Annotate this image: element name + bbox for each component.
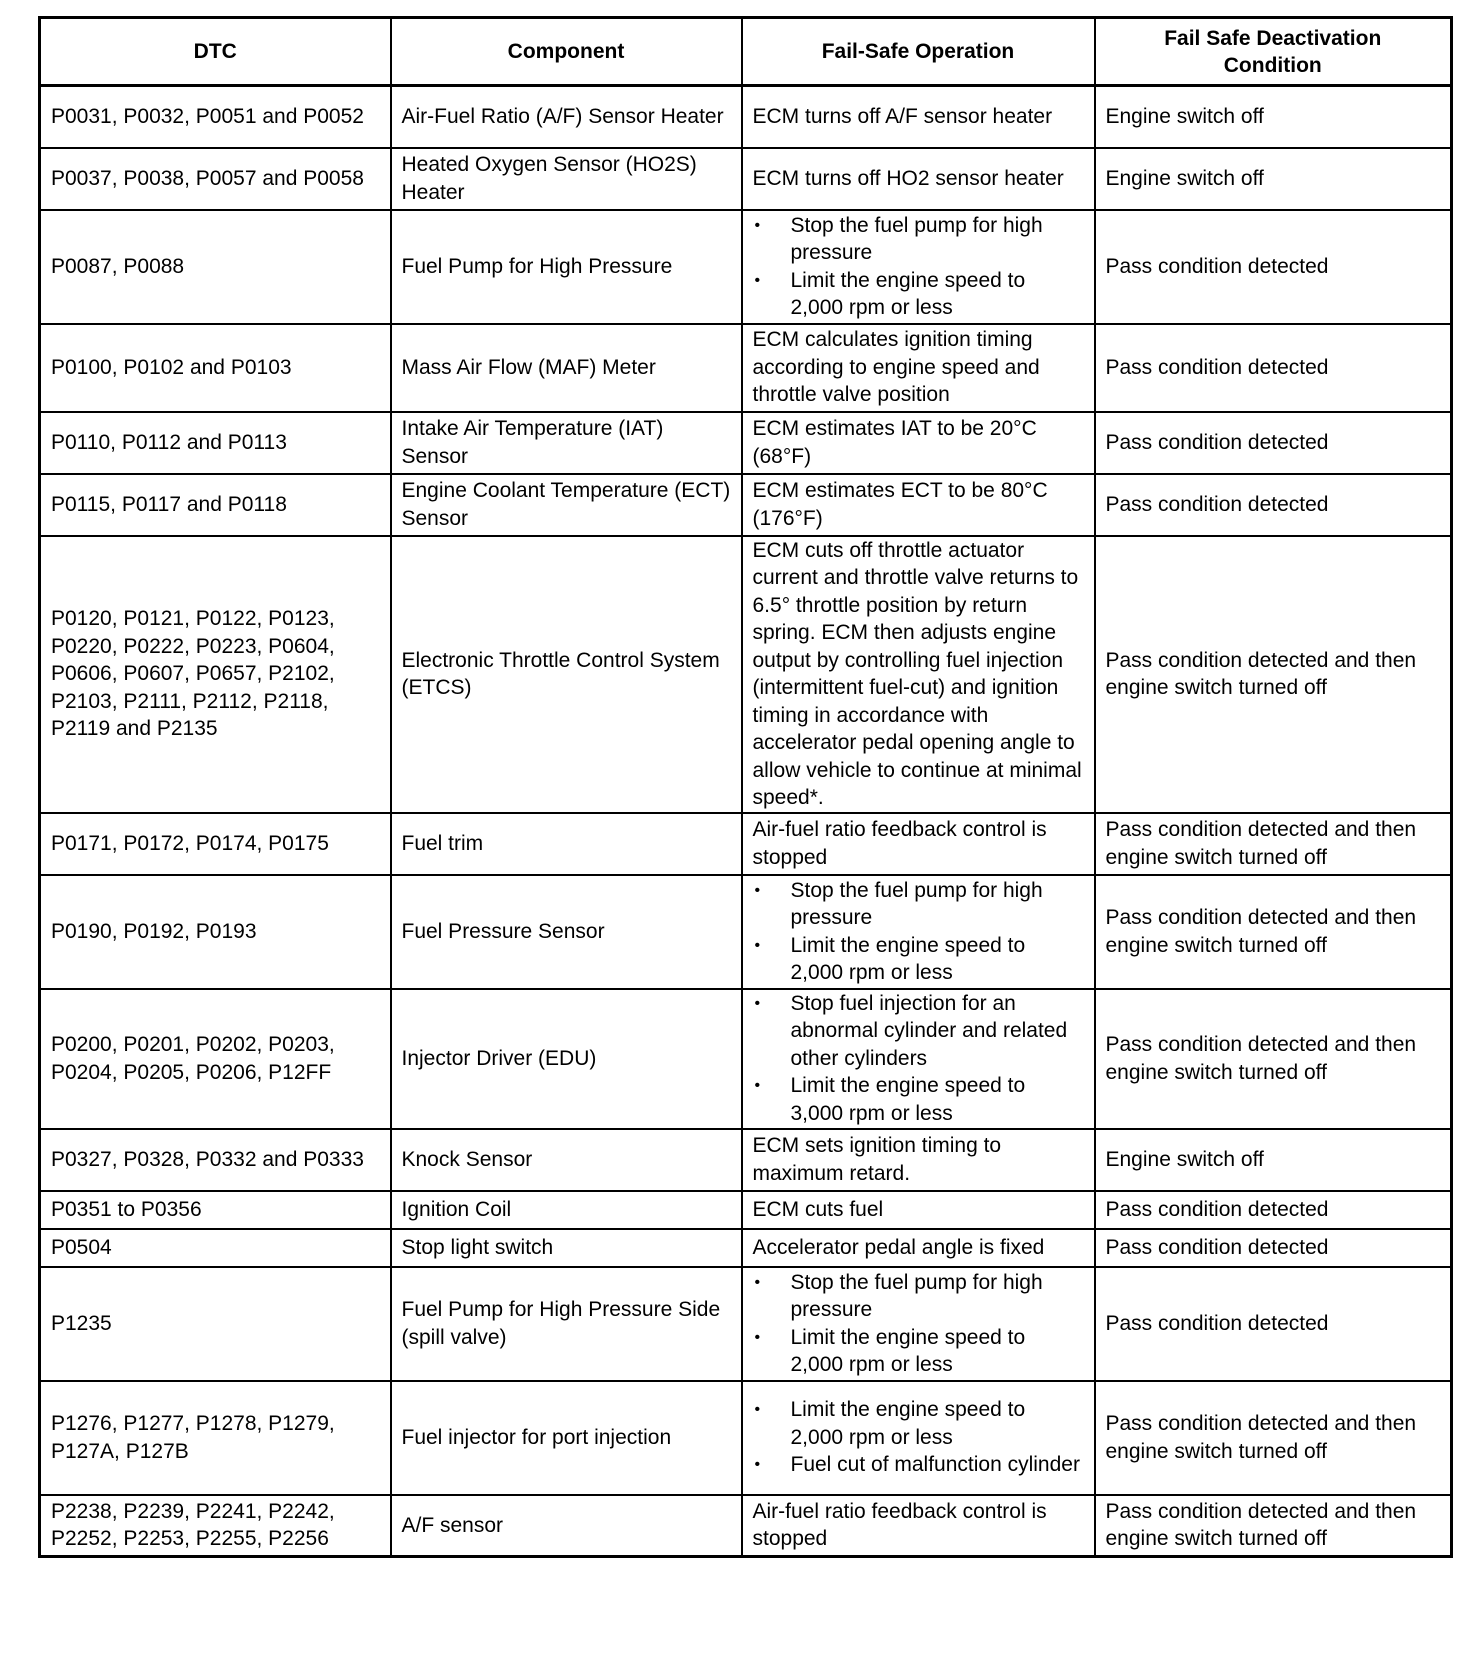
table-row <box>40 536 1452 813</box>
dtc-cell: P0037, P0038, P0057 and P0058 <box>40 148 391 210</box>
operation-cell <box>742 875 1095 989</box>
table-row <box>40 474 1452 536</box>
operation-bullet: • Limit the engine speed to 2,000 rpm or less <box>753 267 1084 322</box>
table-row <box>40 875 1452 989</box>
operation-cell: ECM turns off HO2 sensor heater <box>742 148 1095 210</box>
dtc-cell: P0031, P0032, P0051 and P0052 <box>40 86 391 148</box>
dtc-cell: P0504 <box>40 1229 391 1267</box>
table-row <box>40 1381 1452 1495</box>
condition-cell: Pass condition detected <box>1095 210 1452 324</box>
operation-bullet-list <box>753 1396 1084 1479</box>
operation-cell: Air-fuel ratio feedback control is stopped <box>742 1495 1095 1557</box>
fail-safe-table <box>38 16 1453 1558</box>
component-cell: Stop light switch <box>391 1229 742 1267</box>
document-sheet <box>38 16 1450 1558</box>
table-row <box>40 1129 1452 1191</box>
dtc-cell: P0100, P0102 and P0103 <box>40 324 391 412</box>
table-row <box>40 1495 1452 1557</box>
component-cell: Engine Coolant Temperature (ECT) Sensor <box>391 474 742 536</box>
component-cell: Fuel Pressure Sensor <box>391 875 742 989</box>
table-row <box>40 1191 1452 1229</box>
condition-cell: Engine switch off <box>1095 1129 1452 1191</box>
component-cell: Heated Oxygen Sensor (HO2S) Heater <box>391 148 742 210</box>
operation-bullet-list <box>753 990 1084 1128</box>
condition-cell: Pass condition detected <box>1095 324 1452 412</box>
operation-bullet: • Fuel cut of malfunction cylinder <box>753 1451 1084 1479</box>
operation-bullet: • Limit the engine speed to 2,000 rpm or less <box>753 932 1084 987</box>
header-fail-safe-operation: Fail-Safe Operation <box>742 18 1095 86</box>
operation-bullet-list <box>753 212 1084 322</box>
operation-cell: ECM cuts fuel <box>742 1191 1095 1229</box>
table-row <box>40 989 1452 1129</box>
dtc-cell: P1235 <box>40 1267 391 1381</box>
condition-cell: Pass condition detected and then engine switch turned off <box>1095 1381 1452 1495</box>
dtc-cell: P2238, P2239, P2241, P2242, P2252, P2253, P2255, P2256 <box>40 1495 391 1557</box>
component-cell: Fuel trim <box>391 813 742 875</box>
operation-cell <box>742 1267 1095 1381</box>
table-row <box>40 210 1452 324</box>
component-cell: Fuel injector for port injection <box>391 1381 742 1495</box>
operation-bullet: • Stop the fuel pump for high pressure <box>753 1269 1084 1324</box>
operation-bullet-list <box>753 1269 1084 1379</box>
operation-bullet: • Stop the fuel pump for high pressure <box>753 877 1084 932</box>
table-row <box>40 412 1452 474</box>
operation-cell: ECM estimates ECT to be 80°C (176°F) <box>742 474 1095 536</box>
condition-cell: Pass condition detected <box>1095 412 1452 474</box>
operation-cell: ECM cuts off throttle actuator current and throttle valve returns to 6.5° throttle position by return spring. ECM then adjusts engine output by controlling fuel injection (intermittent fuel-cut) and ignition timing in accordance with accelerator pedal opening angle to allow vehicle to continue at minimal speed*. <box>742 536 1095 813</box>
component-cell: Ignition Coil <box>391 1191 742 1229</box>
operation-bullet: • Limit the engine speed to 2,000 rpm or less <box>753 1396 1084 1451</box>
component-cell: Mass Air Flow (MAF) Meter <box>391 324 742 412</box>
condition-cell: Pass condition detected <box>1095 1229 1452 1267</box>
dtc-cell: P0087, P0088 <box>40 210 391 324</box>
condition-cell: Engine switch off <box>1095 86 1452 148</box>
dtc-cell: P0200, P0201, P0202, P0203, P0204, P0205, P0206, P12FF <box>40 989 391 1129</box>
operation-cell: Air-fuel ratio feedback control is stopped <box>742 813 1095 875</box>
operation-bullet: • Limit the engine speed to 2,000 rpm or less <box>753 1324 1084 1379</box>
operation-cell: ECM sets ignition timing to maximum retard. <box>742 1129 1095 1191</box>
operation-bullet: • Stop fuel injection for an abnormal cylinder and related other cylinders <box>753 990 1084 1073</box>
condition-cell: Engine switch off <box>1095 148 1452 210</box>
operation-cell <box>742 989 1095 1129</box>
dtc-cell: P0110, P0112 and P0113 <box>40 412 391 474</box>
component-cell: Fuel Pump for High Pressure Side (spill valve) <box>391 1267 742 1381</box>
table-row <box>40 813 1452 875</box>
operation-cell: Accelerator pedal angle is fixed <box>742 1229 1095 1267</box>
condition-cell: Pass condition detected and then engine switch turned off <box>1095 875 1452 989</box>
operation-cell <box>742 210 1095 324</box>
component-cell: Electronic Throttle Control System (ETCS) <box>391 536 742 813</box>
header-row <box>40 18 1452 86</box>
header-deactivation-condition: Fail Safe Deactivation Condition <box>1095 18 1452 86</box>
component-cell: Injector Driver (EDU) <box>391 989 742 1129</box>
operation-bullet-list <box>753 877 1084 987</box>
dtc-cell: P0327, P0328, P0332 and P0333 <box>40 1129 391 1191</box>
operation-cell: ECM estimates IAT to be 20°C (68°F) <box>742 412 1095 474</box>
table-row <box>40 1229 1452 1267</box>
table-body <box>40 86 1452 1557</box>
table-row <box>40 148 1452 210</box>
table-row <box>40 324 1452 412</box>
table-header <box>40 18 1452 86</box>
dtc-cell: P0171, P0172, P0174, P0175 <box>40 813 391 875</box>
component-cell: Knock Sensor <box>391 1129 742 1191</box>
component-cell: Intake Air Temperature (IAT) Sensor <box>391 412 742 474</box>
dtc-cell: P0120, P0121, P0122, P0123, P0220, P0222, P0223, P0604, P0606, P0607, P0657, P2102, P2103, P2111, P2112, P2118, P2119 and P2135 <box>40 536 391 813</box>
condition-cell: Pass condition detected and then engine switch turned off <box>1095 536 1452 813</box>
dtc-cell: P0190, P0192, P0193 <box>40 875 391 989</box>
component-cell: A/F sensor <box>391 1495 742 1557</box>
condition-cell: Pass condition detected and then engine switch turned off <box>1095 1495 1452 1557</box>
header-dtc: DTC <box>40 18 391 86</box>
operation-cell <box>742 1381 1095 1495</box>
operation-bullet: • Stop the fuel pump for high pressure <box>753 212 1084 267</box>
condition-cell: Pass condition detected and then engine switch turned off <box>1095 813 1452 875</box>
dtc-cell: P1276, P1277, P1278, P1279, P127A, P127B <box>40 1381 391 1495</box>
component-cell: Fuel Pump for High Pressure <box>391 210 742 324</box>
condition-cell: Pass condition detected <box>1095 1267 1452 1381</box>
operation-cell: ECM turns off A/F sensor heater <box>742 86 1095 148</box>
table-row <box>40 86 1452 148</box>
component-cell: Air-Fuel Ratio (A/F) Sensor Heater <box>391 86 742 148</box>
condition-cell: Pass condition detected <box>1095 1191 1452 1229</box>
table-row <box>40 1267 1452 1381</box>
condition-cell: Pass condition detected <box>1095 474 1452 536</box>
dtc-cell: P0351 to P0356 <box>40 1191 391 1229</box>
dtc-cell: P0115, P0117 and P0118 <box>40 474 391 536</box>
operation-cell: ECM calculates ignition timing according to engine speed and throttle valve position <box>742 324 1095 412</box>
operation-bullet: • Limit the engine speed to 3,000 rpm or less <box>753 1072 1084 1127</box>
condition-cell: Pass condition detected and then engine switch turned off <box>1095 989 1452 1129</box>
header-component: Component <box>391 18 742 86</box>
